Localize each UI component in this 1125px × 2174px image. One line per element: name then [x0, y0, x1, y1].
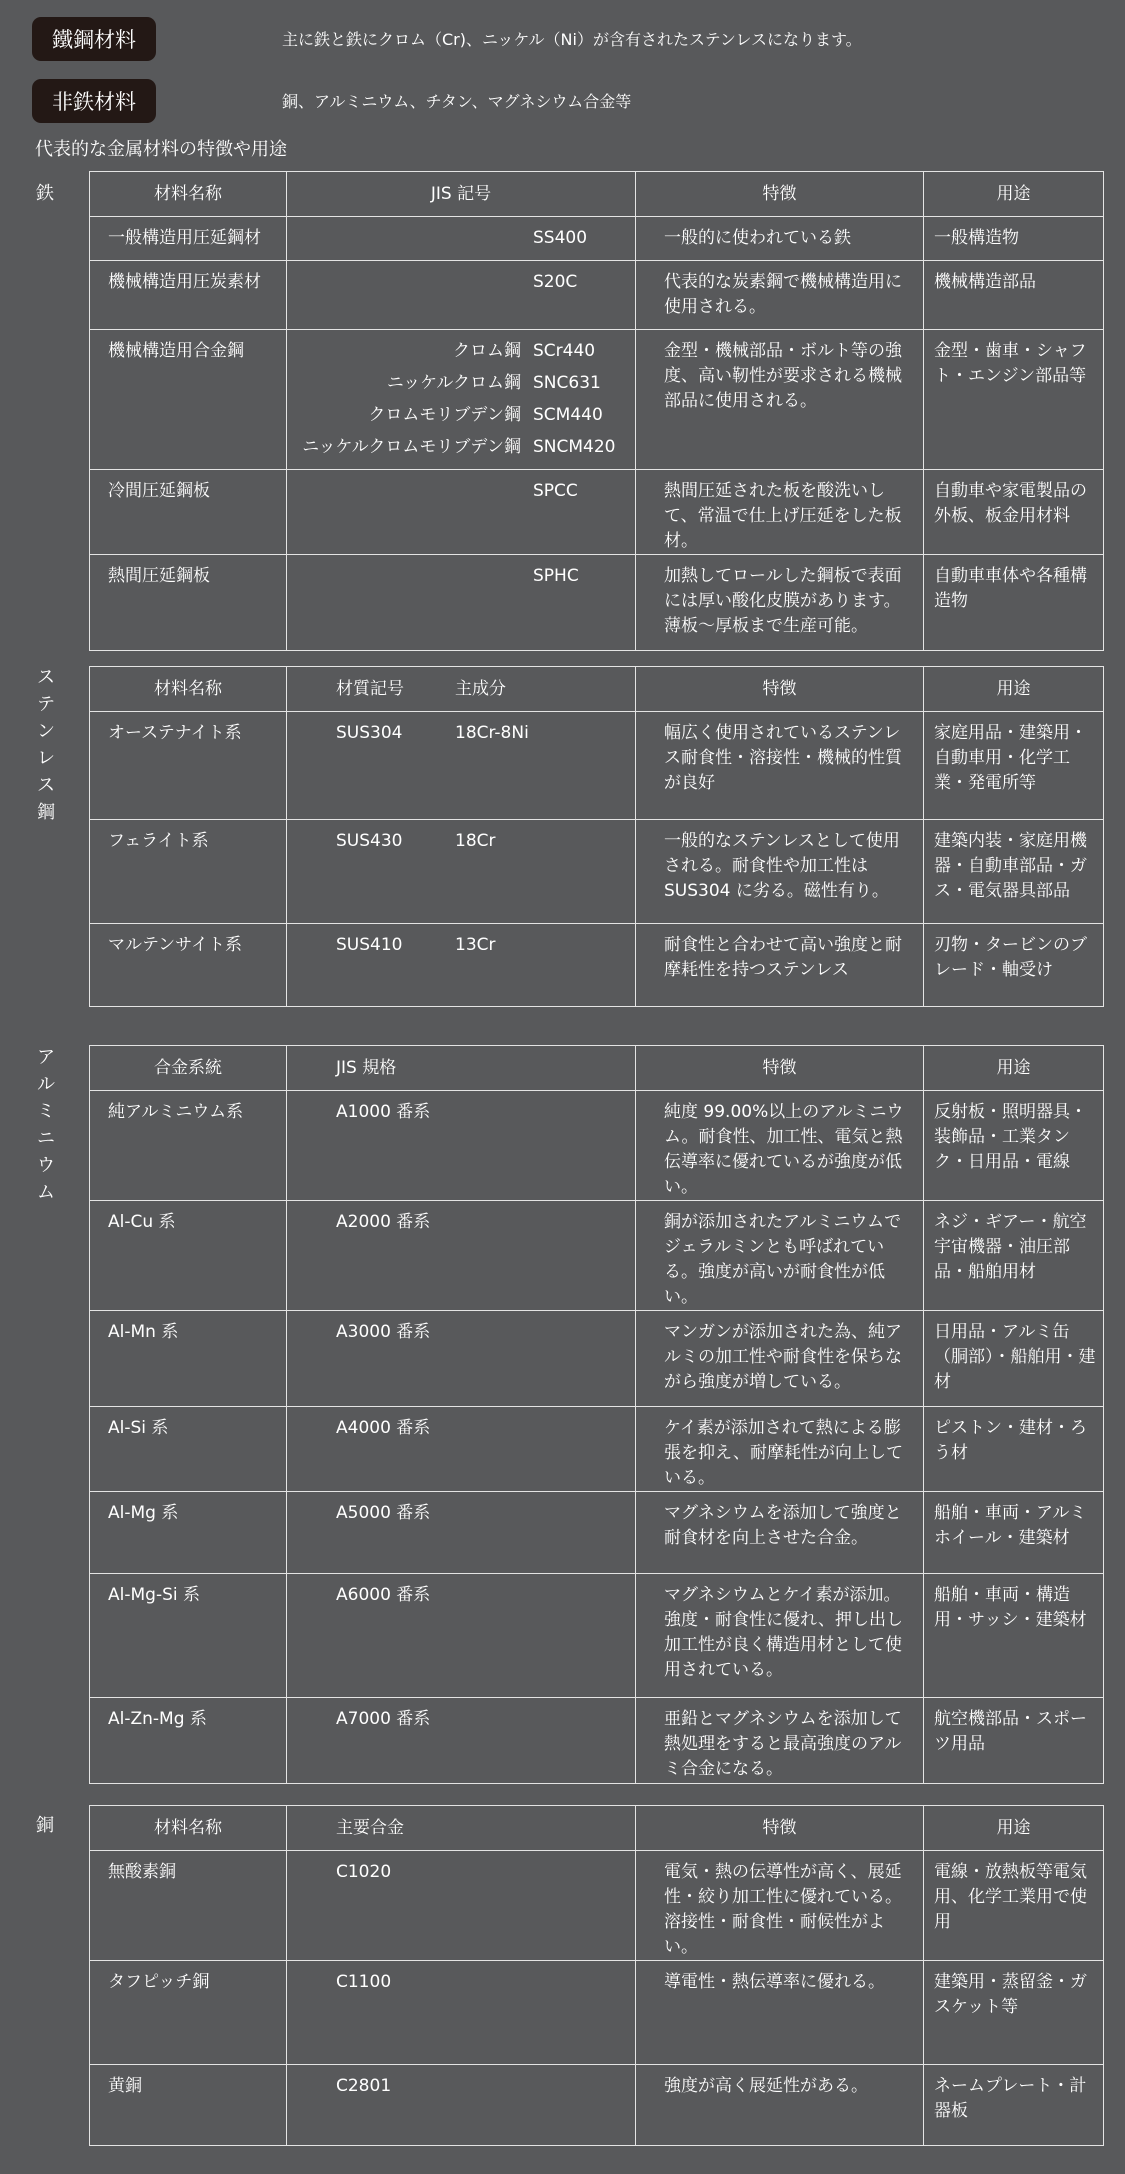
table-row	[90, 2065, 1104, 2146]
use-cell: ピストン・建材・ろう材	[924, 1407, 1104, 1492]
aluminum-table	[89, 1045, 1104, 1784]
alloy-series: Al-Mn 系	[90, 1311, 287, 1407]
jis-code: SCM440	[533, 405, 603, 425]
material-name: 機械構造用圧炭素材	[90, 261, 287, 330]
use-cell: 船舶・車両・アルミホイール・建築材	[924, 1492, 1104, 1574]
feature-cell: 熱間圧延された板を酸洗いして、常温で仕上げ圧延をした板材。	[636, 470, 924, 555]
table-header-row	[90, 1806, 1104, 1851]
alloy-name: ニッケルクロムモリブデン鋼	[302, 437, 521, 457]
header-cell: 特徴	[636, 172, 924, 217]
header-cell: 主要合金	[287, 1806, 636, 1851]
jis-code: SPHC	[533, 566, 579, 586]
material-name: フェライト系	[90, 820, 287, 924]
feature-cell: マンガンが添加された為、純アルミの加工性や耐食性を保ちながら強度が増している。	[636, 1311, 924, 1407]
feature-cell: 一般的なステンレスとして使用される。耐食性や加工性はSUS304 に劣る。磁性有り。	[636, 820, 924, 924]
alloy-name: ニッケルクロム鋼	[386, 373, 521, 393]
jis-standard: A4000 番系	[287, 1407, 636, 1492]
table-row	[90, 1407, 1104, 1492]
feature-cell: 幅広く使用されているステンレス耐食性・溶接性・機械的性質が良好	[636, 712, 924, 820]
material-name: 黄銅	[90, 2065, 287, 2146]
jis-code: SPCC	[533, 481, 578, 501]
table-row	[90, 1698, 1104, 1784]
alloy-series: Al-Cu 系	[90, 1201, 287, 1311]
table-row	[90, 1492, 1104, 1574]
header-cell: 用途	[924, 172, 1104, 217]
feature-cell: マグネシウムを添加して強度と耐食材を向上させた合金。	[636, 1492, 924, 1574]
header-cell: 材料名称	[90, 172, 287, 217]
header-cell: 用途	[924, 1046, 1104, 1091]
use-cell: 刃物・タービンのブレード・軸受け	[924, 924, 1104, 1007]
header-cell: 用途	[924, 667, 1104, 712]
feature-cell: 代表的な炭素鋼で機械構造用に使用される。	[636, 261, 924, 330]
jis-standard: A3000 番系	[287, 1311, 636, 1407]
table-header-row	[90, 172, 1104, 217]
use-cell: 反射板・照明器具・装飾品・工業タンク・日用品・電線	[924, 1091, 1104, 1201]
composition: 18Cr	[455, 831, 496, 851]
jis-code-cell	[287, 555, 636, 651]
jis-code: SS400	[533, 228, 588, 248]
header-cell: 特徴	[636, 1806, 924, 1851]
use-cell: 機械構造部品	[924, 261, 1104, 330]
jis-code-cell	[287, 470, 636, 555]
iron-table	[89, 171, 1104, 651]
table-row	[90, 261, 1104, 330]
use-cell: 自動車車体や各種構造物	[924, 555, 1104, 651]
jis-code: SNCM420	[533, 437, 616, 457]
material-name: タフピッチ銅	[90, 1961, 287, 2065]
section-label-copper: 銅	[36, 1815, 54, 1836]
material-name: 無酸素銅	[90, 1851, 287, 1961]
jis-code-cell	[287, 217, 636, 261]
table-row	[90, 712, 1104, 820]
nonferrous-badge: 非鉄材料	[32, 79, 156, 123]
feature-cell: 銅が添加されたアルミニウムでジェラルミンとも呼ばれている。強度が高いが耐食性が低い。	[636, 1201, 924, 1311]
material-code: SUS304	[336, 723, 403, 743]
section-label-aluminum: アルミニウム	[37, 1047, 55, 1203]
main-alloy: C2801	[287, 2065, 636, 2146]
header-cell: 特徴	[636, 667, 924, 712]
nonferrous-description: 銅、アルミニウム、チタン、マグネシウム合金等	[282, 92, 632, 111]
alloy-name: クロムモリブデン鋼	[368, 405, 521, 425]
intro-heading: 代表的な金属材料の特徴や用途	[35, 139, 287, 160]
jis-code: SNC631	[533, 373, 601, 393]
table-header-row	[90, 667, 1104, 712]
table-row	[90, 1961, 1104, 2065]
jis-standard: A1000 番系	[287, 1091, 636, 1201]
material-code: SUS410	[336, 935, 403, 955]
header-cell: 用途	[924, 1806, 1104, 1851]
table-row	[90, 1574, 1104, 1698]
jis-code: SCr440	[533, 341, 596, 361]
header-cell: 材料名称	[90, 667, 287, 712]
use-cell: 自動車や家電製品の外板、板金用材料	[924, 470, 1104, 555]
jis-standard: A6000 番系	[287, 1574, 636, 1698]
header-composition: 主成分	[455, 678, 506, 699]
header-cell: JIS 規格	[287, 1046, 636, 1091]
table-row	[90, 330, 1104, 470]
code-cell	[287, 712, 636, 820]
table-row	[90, 1091, 1104, 1201]
feature-cell: マグネシウムとケイ素が添加。強度・耐食性に優れ、押し出し加工性が良く構造用材として使用されている。	[636, 1574, 924, 1698]
jis-standard: A5000 番系	[287, 1492, 636, 1574]
feature-cell: 加熱してロールした鋼板で表面には厚い酸化皮膜があります。薄板〜厚板まで生産可能。	[636, 555, 924, 651]
table-row	[90, 470, 1104, 555]
use-cell: 電線・放熱板等電気用、化学工業用で使用	[924, 1851, 1104, 1961]
section-label-iron: 鉄	[36, 183, 54, 204]
feature-cell: ケイ素が添加されて熱による膨張を抑え、耐摩耗性が向上している。	[636, 1407, 924, 1492]
feature-cell: 電気・熱の伝導性が高く、展延性・絞り加工性に優れている。溶接性・耐食性・耐候性がよい。	[636, 1851, 924, 1961]
table-row	[90, 1311, 1104, 1407]
alloy-series: Al-Mg-Si 系	[90, 1574, 287, 1698]
ferrous-description: 主に鉄と鉄にクロム（Cr)、ニッケル（Ni）が含有されたステンレスになります。	[282, 30, 862, 49]
table-row	[90, 555, 1104, 651]
use-cell: 一般構造物	[924, 217, 1104, 261]
use-cell: 日用品・アルミ缶（胴部）・船舶用・建材	[924, 1311, 1104, 1407]
feature-cell: 耐食性と合わせて高い強度と耐摩耗性を持つステンレス	[636, 924, 924, 1007]
alloy-series: Al-Mg 系	[90, 1492, 287, 1574]
table-row	[90, 217, 1104, 261]
material-name: 冷間圧延鋼板	[90, 470, 287, 555]
use-cell: ネームプレート・計器板	[924, 2065, 1104, 2146]
header-cell: JIS 記号	[287, 172, 636, 217]
ferrous-badge: 鐵鋼材料	[32, 17, 156, 61]
header-cell: 特徴	[636, 1046, 924, 1091]
use-cell: 建築内装・家庭用機器・自動車部品・ガス・電気器具部品	[924, 820, 1104, 924]
jis-standard: A2000 番系	[287, 1201, 636, 1311]
table-row	[90, 1851, 1104, 1961]
main-alloy: C1100	[287, 1961, 636, 2065]
use-cell: 航空機部品・スポーツ用品	[924, 1698, 1104, 1784]
use-cell: 船舶・車両・構造用・サッシ・建築材	[924, 1574, 1104, 1698]
jis-code: S20C	[533, 272, 578, 292]
material-name: 一般構造用圧延鋼材	[90, 217, 287, 261]
use-cell: 金型・歯車・シャフト・エンジン部品等	[924, 330, 1104, 470]
table-row	[90, 1201, 1104, 1311]
copper-table	[89, 1805, 1104, 2146]
material-name: マルテンサイト系	[90, 924, 287, 1007]
feature-cell: 一般的に使われている鉄	[636, 217, 924, 261]
feature-cell: 強度が高く展延性がある。	[636, 2065, 924, 2146]
jis-code-cell	[287, 261, 636, 330]
jis-code-cell	[287, 330, 636, 470]
table-row	[90, 820, 1104, 924]
feature-cell: 金型・機械部品・ボルト等の強度、高い靭性が要求される機械部品に使用される。	[636, 330, 924, 470]
alloy-series: Al-Si 系	[90, 1407, 287, 1492]
use-cell: 家庭用品・建築用・自動車用・化学工業・発電所等	[924, 712, 1104, 820]
header-cell	[287, 667, 636, 712]
code-cell	[287, 924, 636, 1007]
header-cell: 材料名称	[90, 1806, 287, 1851]
composition: 13Cr	[455, 935, 496, 955]
feature-cell: 導電性・熱伝導率に優れる。	[636, 1961, 924, 2065]
alloy-series: 純アルミニウム系	[90, 1091, 287, 1201]
material-code: SUS430	[336, 831, 403, 851]
use-cell: ネジ・ギアー・航空宇宙機器・油圧部品・船舶用材	[924, 1201, 1104, 1311]
main-alloy: C1020	[287, 1851, 636, 1961]
code-cell	[287, 820, 636, 924]
composition: 18Cr-8Ni	[455, 723, 529, 743]
jis-standard: A7000 番系	[287, 1698, 636, 1784]
header-cell: 合金系統	[90, 1046, 287, 1091]
feature-cell: 亜鉛とマグネシウムを添加して熱処理をすると最高強度のアルミ合金になる。	[636, 1698, 924, 1784]
material-name: オーステナイト系	[90, 712, 287, 820]
alloy-name: クロム鋼	[453, 341, 521, 361]
use-cell: 建築用・蒸留釜・ガスケット等	[924, 1961, 1104, 2065]
alloy-series: Al-Zn-Mg 系	[90, 1698, 287, 1784]
table-header-row	[90, 1046, 1104, 1091]
table-row	[90, 924, 1104, 1007]
header-code: 材質記号	[336, 678, 404, 699]
feature-cell: 純度 99.00%以上のアルミニウム。耐食性、加工性、電気と熱伝導率に優れているが強度が低い。	[636, 1091, 924, 1201]
material-name: 熱間圧延鋼板	[90, 555, 287, 651]
material-name: 機械構造用合金鋼	[90, 330, 287, 470]
section-label-stainless: ステンレス鋼	[37, 667, 55, 823]
stainless-table	[89, 666, 1104, 1007]
